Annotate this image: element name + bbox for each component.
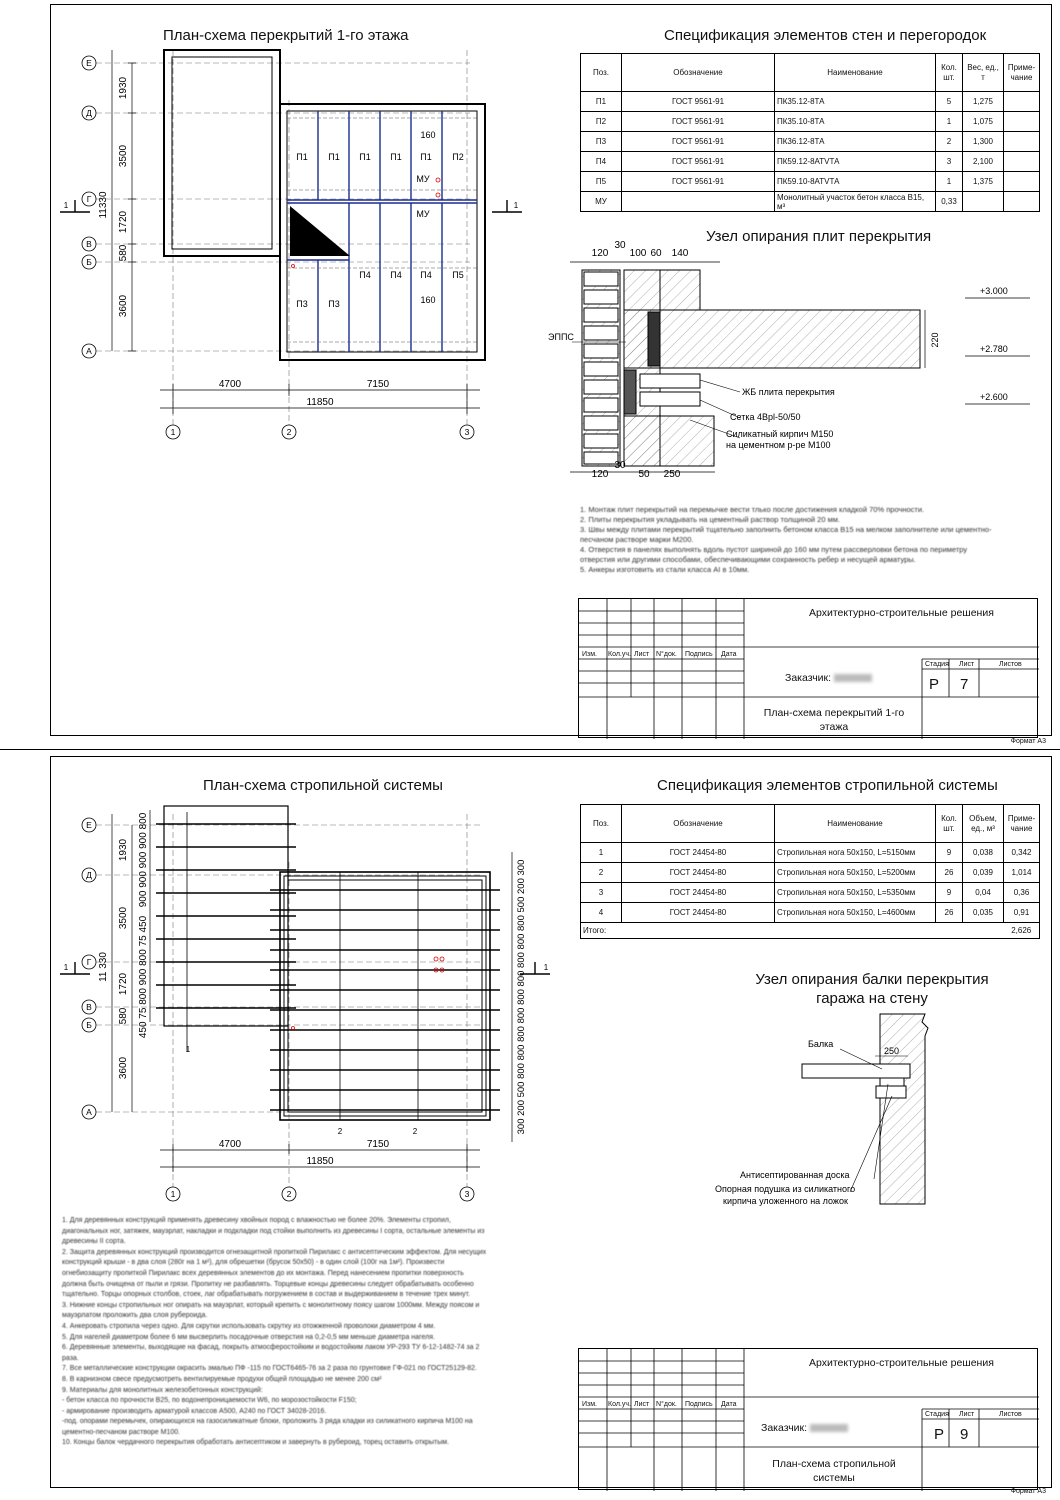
- axis-row-label: Б: [86, 1020, 92, 1030]
- stage-head: Стадия: [925, 661, 949, 668]
- stage-head: Лист: [959, 661, 975, 668]
- pad-label: кирпича уложенного на ложок: [723, 1196, 848, 1206]
- axis-row-label: Д: [86, 108, 92, 118]
- slab-support-node: [540, 240, 1040, 480]
- note-line: 1. Монтаж плит перекрытий на перемычке вести тлько после достижения кладкой 70% прочности.: [580, 505, 925, 514]
- spec-table: [580, 804, 1040, 939]
- format-label: Формат А3: [1010, 1488, 1046, 1495]
- spec-cell: 5: [936, 92, 963, 112]
- spec-cell: 0,33: [936, 192, 963, 212]
- dim-label: 4700: [218, 379, 242, 390]
- spec-cell: 2: [581, 863, 622, 883]
- spec-cell: [963, 192, 1004, 212]
- spec-cell: 1,075: [963, 112, 1004, 132]
- spec-cell: 3: [936, 152, 963, 172]
- spec-cell: П2: [581, 112, 622, 132]
- title-block: [578, 1348, 1038, 1490]
- beam-label: Балка: [808, 1039, 834, 1049]
- note-line: -под. опорами перемычек, опирающихся на газосиликатные блоки, проложить 3 ряда кладки из силикатного кирпича М100 на: [62, 1418, 473, 1426]
- spec-cell: Стропильная нога 50х150, L=5200мм: [775, 863, 936, 883]
- note-line: отверстия или другими способами, обеспечивающими сохранность ребер и несущей арматуры.: [580, 555, 916, 564]
- axis-col-label: 2: [286, 1189, 292, 1199]
- note-line: должна быть очищена от пыли и грязи. Пропитку не разбавлять. Торцевые концы древесины следует обрабатывать особенно: [62, 1280, 474, 1288]
- dim-label: 11330: [98, 191, 109, 219]
- brick-label: на цементном р-ре М100: [726, 440, 831, 450]
- note-line: песчаном растворе марки М200.: [580, 535, 694, 544]
- spec-cell: 0,04: [963, 883, 1004, 903]
- spec-cell: [1004, 152, 1040, 172]
- level-label: +2.600: [980, 392, 1008, 402]
- note-line: 4. Отверстия в панелях выполнять вдоль пустот шириной до 160 мм путем рассверловки бетона по периметру: [580, 545, 968, 554]
- spec-row: [581, 863, 1040, 883]
- spec-row: [581, 843, 1040, 863]
- spec-cell: МУ: [581, 192, 622, 212]
- spec-row: [581, 112, 1040, 132]
- spec-cell: ПК59.10-8АТVТА: [775, 172, 936, 192]
- spec-cell: 9: [936, 843, 963, 863]
- note-line: 2. Защита деревянных конструкций производится огнезащитной пропиткой Пирилакс с антисептическим эффектом. Для несущих: [62, 1248, 487, 1256]
- spec-cell: 3: [581, 883, 622, 903]
- epps-label: ЭППС: [548, 332, 574, 342]
- dim-label: 1720: [118, 210, 129, 234]
- slab-label: П1: [296, 152, 308, 162]
- dim-label: 3500: [118, 144, 129, 168]
- stamp-head: Лист: [634, 1401, 650, 1408]
- slab-label: П1: [359, 152, 371, 162]
- section-label: 1: [543, 963, 549, 972]
- note-line: древесины II сорта.: [62, 1238, 126, 1246]
- spec-cell: ГОСТ 24454-80: [622, 843, 775, 863]
- stage-value: Р: [929, 676, 940, 693]
- axis-row-label: Г: [86, 194, 92, 204]
- note-line: тщательно. Торцы опорных столбов, стоек, лаг обрабатывать погружением в состав и выдерживанием в течение трех минут.: [62, 1291, 471, 1299]
- spec-header: Приме- чание: [1004, 54, 1040, 92]
- axis-row-label: Г: [86, 957, 92, 967]
- spec-cell: П1: [581, 92, 622, 112]
- spec-cell: [1004, 192, 1040, 212]
- spacing-label: 450 75 800 900 800 75 450: [138, 915, 149, 1039]
- plan-title: План-схема стропильной системы: [203, 777, 443, 794]
- slab-label: П1: [328, 152, 340, 162]
- spec-cell: 1,275: [963, 92, 1004, 112]
- stage-head: Стадия: [925, 1411, 949, 1418]
- section-label: 1: [513, 201, 519, 210]
- spec-cell: 2,100: [963, 152, 1004, 172]
- spec-cell: 0,91: [1004, 903, 1040, 923]
- spec-cell: ПК35.12-8ТА: [775, 92, 936, 112]
- spec-cell: ГОСТ 9561-91: [622, 152, 775, 172]
- note-line: 7. Все металлические конструкции окрасить эмалью ПФ -115 по ГОСТ6465-76 за 2 раза по грунтовке ГФ-021 по ГОСТ25129-82.: [62, 1365, 477, 1373]
- spec-cell: ГОСТ 9561-91: [622, 92, 775, 112]
- spec-cell: ГОСТ 24454-80: [622, 903, 775, 923]
- sheet-1: [0, 0, 1060, 748]
- axis-row-label: В: [86, 239, 92, 249]
- spec-header: Объем, ед., м³: [963, 805, 1004, 843]
- note-line: 5. Анкеры изготовить из стали класса АI в 10мм.: [580, 565, 750, 574]
- note-line: 3. Нижние концы стропильных ног опирать на мауэрлат, который крепить с монолитному поясу шагом 1000мм. Между поясом и: [62, 1301, 480, 1309]
- spec-cell: 1,375: [963, 172, 1004, 192]
- dim-label: 3600: [118, 1056, 129, 1080]
- spec-cell: 26: [936, 903, 963, 923]
- spec-cell: ГОСТ 9561-91: [622, 112, 775, 132]
- stamp-head: Изм.: [582, 1401, 597, 1408]
- axis-col-label: 3: [464, 427, 470, 437]
- note-line: 9. Материалы для монолитных железобетонных конструкций:: [62, 1386, 263, 1394]
- dim-label: 50: [638, 469, 650, 480]
- dim-label: 11850: [306, 397, 334, 408]
- slab-label: П1: [420, 152, 432, 162]
- slab-label: П4: [359, 270, 371, 280]
- spec-header: Вес, ед., т: [963, 54, 1004, 92]
- spec-header: Наименование: [775, 805, 936, 843]
- plate-label: ЖБ плита перекрытия: [742, 387, 835, 397]
- spec-header: Обозначение: [622, 54, 775, 92]
- spec-cell: ГОСТ 9561-91: [622, 132, 775, 152]
- stamp-head: Изм.: [582, 651, 597, 658]
- note-line: 10. Концы балок чердачного перекрытия обработать антисептиком и завернуть в рубероид, торец оставить открытым.: [62, 1439, 450, 1447]
- spec-cell: [622, 192, 775, 212]
- note-line: 3. Швы между плитами перекрытий тщательно заполнить бетоном класса В15 на мелком заполнителе или цементно-: [580, 525, 992, 534]
- spec-cell: 0,038: [963, 843, 1004, 863]
- spec-cell: ПК59.12-8АТVТА: [775, 152, 936, 172]
- spacing-label: 300 200 500 800 800 800 800 800 800 800 800 800 500 200 300: [516, 859, 527, 1135]
- level-label: +2.780: [980, 344, 1008, 354]
- slab-label: П2: [452, 152, 464, 162]
- spec-title: Спецификация элементов стен и перегородок: [664, 27, 987, 44]
- hole-label: 160: [420, 295, 436, 305]
- dim-label: 220: [930, 332, 940, 348]
- stamp-head: Дата: [721, 1401, 737, 1408]
- dim-label: 250: [663, 469, 681, 480]
- mesh-label: Сетка 4Bpl-50/50: [730, 412, 801, 422]
- slab-label: П4: [390, 270, 402, 280]
- spec-cell: 1,300: [963, 132, 1004, 152]
- dim-label: 11850: [306, 1156, 334, 1167]
- note-line: 2. Плиты перекрытия укладывать на цементный раствор толщиной 20 мм.: [580, 515, 840, 524]
- axis-col-label: 1: [170, 427, 176, 437]
- dim-label: 1930: [118, 76, 129, 100]
- project-name: Архитектурно-строительные решения: [809, 607, 994, 619]
- spec-header: Обозначение: [622, 805, 775, 843]
- dim-label: 1720: [118, 972, 129, 996]
- spec-header: Приме- чание: [1004, 805, 1040, 843]
- rafter-plan: [0, 752, 560, 1212]
- title-block: [578, 598, 1038, 738]
- spec-cell: ГОСТ 9561-91: [622, 172, 775, 192]
- note-line: цементно-песчаном растворе М100.: [62, 1428, 181, 1436]
- slab-label: П3: [328, 299, 340, 309]
- spec-cell: 1: [936, 112, 963, 132]
- spec-header: Поз.: [581, 805, 622, 843]
- client-label: Заказчик:: [785, 672, 872, 684]
- sheet-2: [0, 752, 1060, 1500]
- brick-label: Силикатный кирпич М150: [726, 429, 834, 439]
- plan-title: План-схема перекрытий 1-го этажа: [163, 27, 409, 44]
- dim-label: 1930: [118, 838, 129, 862]
- note-line: конструкций крыши - в два слоя (280г на 1 м²), для обрешетки (брусок 50х50) - в один слой (100г на 1м²). Произвести: [62, 1259, 445, 1267]
- axis-row-label: Е: [86, 58, 92, 68]
- dim-label: 120: [591, 469, 609, 480]
- hole-label: 160: [420, 130, 436, 140]
- spec-cell: Стропильная нога 50х150, L=5150мм: [775, 843, 936, 863]
- spec-cell: П3: [581, 132, 622, 152]
- note-line: диагональных ног, затяжек, мауэрлат, накладки и подкладки под стойки выполнить из древесины I сорта, остальные элементы из: [62, 1227, 485, 1235]
- rafter-mark: 2: [412, 1127, 418, 1136]
- axis-row-label: А: [86, 1107, 92, 1117]
- dim-label: 140: [671, 248, 689, 259]
- stamp-head: N°док.: [656, 651, 677, 658]
- note-line: 5. Для нагелей диаметром более 6 мм высверлить посадочные отверстия на 0,2-0,5 мм меньше диаметра нагеля.: [62, 1333, 435, 1341]
- spec-cell: [1004, 132, 1040, 152]
- spec-table: [580, 53, 1040, 212]
- project-name: Архитектурно-строительные решения: [809, 1357, 994, 1369]
- mu-label: МУ: [416, 174, 430, 184]
- note-line: раза.: [62, 1354, 79, 1362]
- dim-label: 580: [118, 244, 129, 262]
- stamp-head: Кол.уч.: [608, 1401, 631, 1408]
- node-title: Узел опирания балки перекрытия гаража на стену: [755, 971, 989, 1007]
- note-line: 1. Для деревянных конструкций применять древесину хвойных пород с влажностью не более 20%. Элементы стропил,: [62, 1217, 451, 1224]
- client-redacted: [834, 674, 872, 682]
- spec-row: [581, 883, 1040, 903]
- notes: [580, 505, 1030, 575]
- spec-cell: 26: [936, 863, 963, 883]
- spec-header: Поз.: [581, 54, 622, 92]
- slab-label: П4: [420, 270, 432, 280]
- sheet-title: План-схема стропильной системы: [772, 1458, 896, 1484]
- client-redacted: [810, 1424, 848, 1432]
- spec-row: [581, 92, 1040, 112]
- spec-header: Кол. шт.: [936, 805, 963, 843]
- stage-head: Листов: [999, 661, 1022, 668]
- dim-label: 100: [629, 248, 647, 259]
- spec-cell: 1: [581, 843, 622, 863]
- stamp-head: Подпись: [685, 651, 713, 658]
- spec-cell: 9: [936, 883, 963, 903]
- dim-label: 3500: [118, 906, 129, 930]
- dim-label: 30: [614, 240, 626, 251]
- client-label: Заказчик:: [761, 1422, 848, 1434]
- axis-col-label: 3: [464, 1189, 470, 1199]
- dim-label: 580: [118, 1007, 129, 1025]
- slab-label: П5: [452, 270, 464, 280]
- spec-cell: 0,035: [963, 903, 1004, 923]
- spec-row: [581, 192, 1040, 212]
- pad-label: Опорная подушка из силикатного: [715, 1184, 856, 1194]
- slab-label: П3: [296, 299, 308, 309]
- spec-title: Спецификация элементов стропильной системы: [657, 777, 998, 794]
- spec-cell: 1: [936, 172, 963, 192]
- spec-cell: [1004, 112, 1040, 132]
- spec-cell: П5: [581, 172, 622, 192]
- spec-total-label: Итого:: [581, 923, 1004, 939]
- spec-row: [581, 152, 1040, 172]
- spec-row: [581, 903, 1040, 923]
- stage-value: Р: [934, 1426, 945, 1443]
- level-label: +3.000: [980, 286, 1008, 296]
- stage-head: Листов: [999, 1411, 1022, 1418]
- dim-label: 11 330: [98, 952, 109, 982]
- axis-row-label: Б: [86, 257, 92, 267]
- spec-cell: ПК36.12-8ТА: [775, 132, 936, 152]
- note-line: - бетон класса по прочности В25, по водонепроницаемости W6, по морозостойкости F150;: [62, 1397, 357, 1405]
- spec-row: [581, 172, 1040, 192]
- stamp-head: Лист: [634, 651, 650, 658]
- axis-col-label: 1: [170, 1189, 176, 1199]
- spec-cell: 4: [581, 903, 622, 923]
- note-line: 8. В карнизном свесе предусмотреть вентилируемые продухи общей площадью не менее 200 см²: [62, 1375, 382, 1383]
- spec-header: Наименование: [775, 54, 936, 92]
- floor-slab-plan: [0, 0, 530, 460]
- spec-cell: 0,36: [1004, 883, 1040, 903]
- section-label: 1: [63, 201, 69, 210]
- slab-label: П1: [390, 152, 402, 162]
- axis-row-label: Д: [86, 870, 92, 880]
- stage-head: Лист: [959, 1411, 975, 1418]
- axis-row-label: Е: [86, 820, 92, 830]
- stamp-head: Подпись: [685, 1401, 713, 1408]
- dim-label: 7150: [366, 379, 390, 390]
- node-title: Узел опирания плит перекрытия: [706, 228, 932, 245]
- mu-label: МУ: [416, 209, 430, 219]
- dim-label: 4700: [218, 1139, 242, 1150]
- spec-total-value: 2,626: [1004, 923, 1040, 939]
- spec-cell: 1,014: [1004, 863, 1040, 883]
- sheet-number: 9: [960, 1426, 969, 1443]
- rafter-mark: 2: [337, 1127, 343, 1136]
- note-line: 4. Анкеровать стропила через одно. Для скрутки использовать скрутку из отожженной проволоки диаметром 4 мм.: [62, 1322, 436, 1330]
- spec-cell: 0,342: [1004, 843, 1040, 863]
- spec-cell: Стропильная нога 50х150, L=5350мм: [775, 883, 936, 903]
- section-label: 1: [63, 963, 69, 972]
- dim-label: 120: [591, 248, 609, 259]
- axis-col-label: 2: [286, 427, 292, 437]
- spec-cell: [1004, 92, 1040, 112]
- board-label: Антисептированная доска: [740, 1170, 850, 1180]
- spec-row: [581, 132, 1040, 152]
- note-line: 6. Деревянные элементы, выходящие на фасад, покрыть атмосферостойким и водостойким лаком УР-293 ТУ 6-12-1482-74 за 2: [62, 1344, 480, 1352]
- note-line: мауэрлатом проложить два слоя рубероида.: [62, 1312, 208, 1320]
- axis-row-label: В: [86, 1002, 92, 1012]
- stamp-head: N°док.: [656, 1401, 677, 1408]
- dim-label: 3600: [118, 294, 129, 318]
- dim-label: 60: [650, 248, 662, 259]
- dim-label: 7150: [366, 1139, 390, 1150]
- spec-cell: 2: [936, 132, 963, 152]
- sheet-number: 7: [960, 676, 969, 693]
- stamp-head: Кол.уч.: [608, 651, 631, 658]
- note-line: - армирование производить арматурой классов А500, А240 по ГОСТ 34028-2016.: [62, 1407, 327, 1415]
- sheet-title: План-схема перекрытий 1-го этажа: [763, 707, 905, 733]
- stamp-head: Дата: [721, 651, 737, 658]
- dim-label: 250: [884, 1046, 900, 1056]
- spec-cell: 0,039: [963, 863, 1004, 883]
- spec-cell: ГОСТ 24454-80: [622, 863, 775, 883]
- spec-cell: Монолитный участок бетон класса В15, м³: [775, 192, 936, 212]
- dim-label: 30: [614, 460, 626, 471]
- beam-support-node: [700, 1014, 980, 1214]
- format-label: Формат А3: [1010, 738, 1046, 745]
- spec-cell: ГОСТ 24454-80: [622, 883, 775, 903]
- note-line: огнебиозащиту пропиткой Пирилакс всех деревянных элементов до их монтажа. Перед нанесением пропитки поверхность: [62, 1269, 464, 1277]
- spec-header: Кол. шт.: [936, 54, 963, 92]
- notes: [62, 1216, 572, 1449]
- spec-cell: Стропильная нога 50х150, L=4600мм: [775, 903, 936, 923]
- spacing-label: 900 900 900 900 800: [138, 812, 149, 908]
- spec-cell: ПК35.10-8ТА: [775, 112, 936, 132]
- spec-cell: [1004, 172, 1040, 192]
- rafter-mark: 1: [185, 1045, 191, 1054]
- sheet-separator: [0, 749, 1060, 750]
- axis-row-label: А: [86, 346, 92, 356]
- spec-cell: П4: [581, 152, 622, 172]
